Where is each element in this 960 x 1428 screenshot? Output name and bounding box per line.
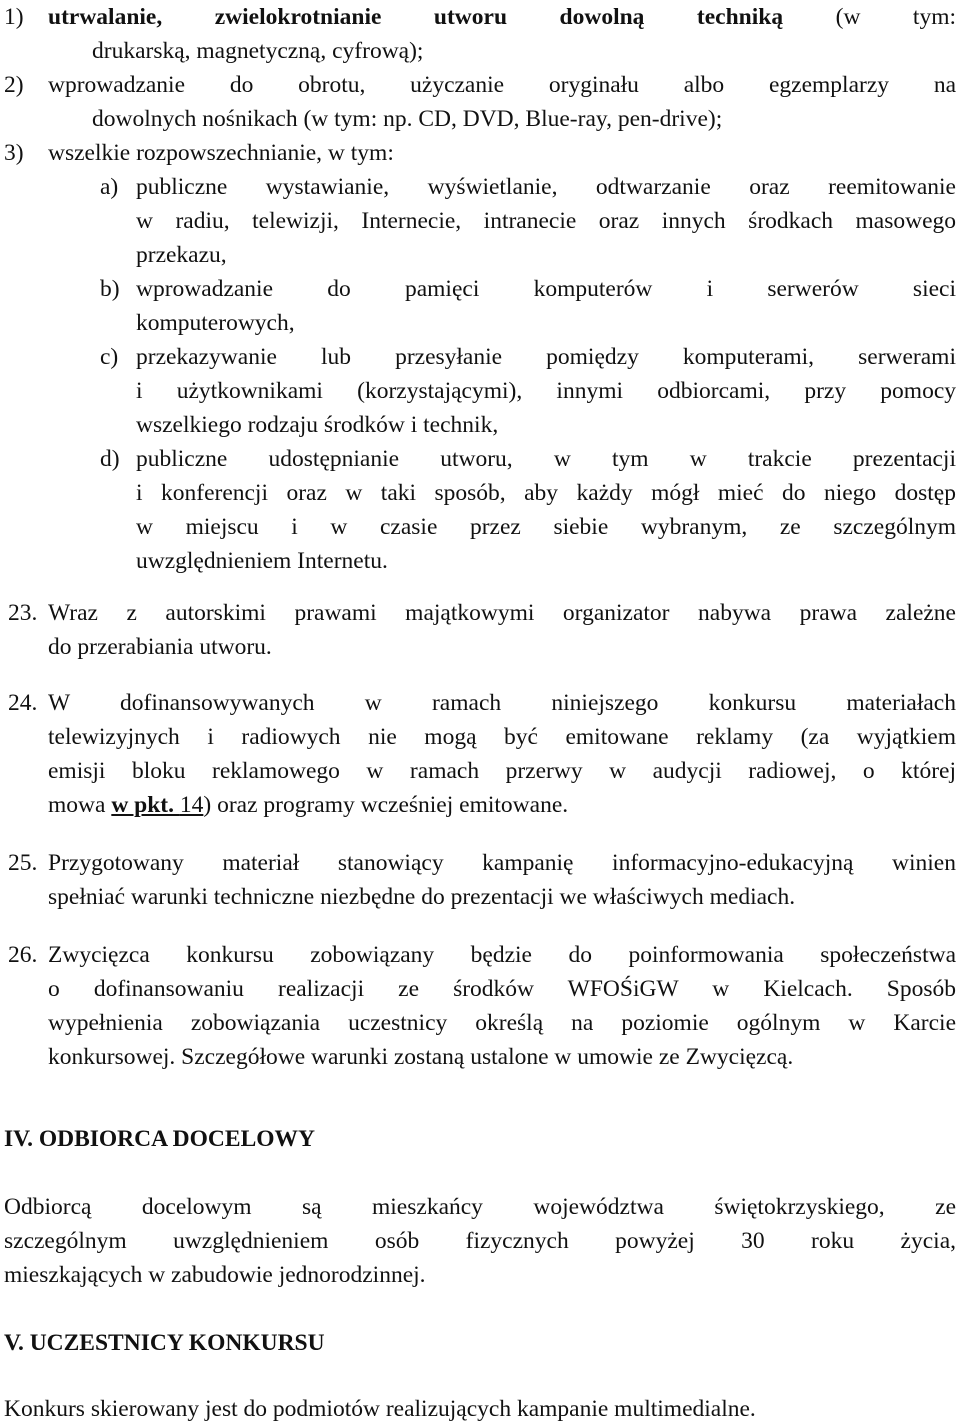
point-reference-bold[interactable]: w pkt. [111,792,174,818]
sub-item-label: c) [100,344,119,370]
item-text-line: przekazywanie lub przesyłanie pomiędzy komputerami, serwerami [136,344,956,370]
paragraph-line: wypełnienia zobowiązania uczestnicy określą na poziomie ogólnym w Karcie [48,1010,956,1036]
paragraph-line: Wraz z autorskimi prawami majątkowymi organizator nabywa prawa zależne [48,600,956,626]
section-text-line: szczególnym uwzględnieniem osób fizycznych powyżej 30 roku życia, [4,1228,956,1254]
paragraph-line: spełniać warunki techniczne niezbędne do prezentacji we właściwych mediach. [48,884,796,910]
paragraph-number: 24. [8,690,38,716]
paragraph-line: o dofinansowaniu realizacji ze środków WFOŚiGW w Kielcach. Sposób [48,976,956,1002]
sub-item-label: d) [100,446,120,472]
sub-item-label: b) [100,276,120,302]
item-number: 3) [4,140,24,166]
paragraph-line [48,788,568,822]
paragraph-number: 26. [8,942,38,968]
item-text-line: publiczne wystawianie, wyświetlanie, odtwarzanie oraz reemitowanie [136,174,956,200]
section-heading: IV. ODBIORCA DOCELOWY [4,1126,315,1152]
item-text-line: uwzględnieniem Internetu. [136,548,388,574]
point-reference-link[interactable] [111,792,203,818]
item-text-line: wszelkie rozpowszechnianie, w tym: [48,140,394,166]
section-text-line: Konkurs skierowany jest do podmiotów realizujących kampanie multimedialne. [4,1396,756,1422]
paragraph-line: telewizyjnych i radiowych nie mogą być emitowane reklamy (za wyjątkiem [48,724,956,750]
item-text-line: drukarską, magnetyczną, cyfrową); [92,38,424,64]
paragraph-line: Zwycięzca konkursu zobowiązany będzie do poinformowania społeczeństwa [48,942,956,968]
item-text-line: dowolnych nośnikach (w tym: np. CD, DVD, Blue-ray, pen-drive); [92,106,723,132]
item-text-line: wszelkiego rodzaju środków i technik, [136,412,499,438]
paragraph-line: Przygotowany materiał stanowiący kampanię informacyjno-edukacyjną winien [48,850,956,876]
sub-item-label: a) [100,174,119,200]
item-number: 1) [4,4,24,30]
item-text: (w tym: [835,4,957,30]
item-text-line: i konferencji oraz w taki sposób, aby każdy mógł mieć do niego dostęp [136,480,956,506]
item-bold-text: utrwalanie, zwielokrotnianie utworu dowolną techniką [48,4,784,30]
item-text-line: przekazu, [136,242,227,268]
item-number: 2) [4,72,24,98]
paragraph-number: 23. [8,600,38,626]
section-heading: V. UCZESTNICY KONKURSU [4,1330,325,1356]
paragraph-text: ) oraz programy wcześniej emitowane. [203,792,569,818]
paragraph-number: 25. [8,850,38,876]
point-reference-number[interactable]: 14 [179,792,204,818]
paragraph-line: konkursowej. Szczegółowe warunki zostaną ustalone w umowie ze Zwycięzcą. [48,1044,794,1070]
item-text-line: komputerowych, [136,310,295,336]
paragraph-text: mowa [48,792,112,818]
item-text-line: wprowadzanie do pamięci komputerów i serwerów sieci [136,276,956,302]
section-text-line: mieszkających w zabudowie jednorodzinnej. [4,1262,426,1288]
item-text-line: i użytkownikami (korzystającymi), innymi odbiorcami, przy pomocy [136,378,956,404]
item-text-line: wprowadzanie do obrotu, użyczanie oryginału albo egzemplarzy na [48,72,956,98]
item-text-line: w radiu, telewizji, Internecie, intranecie oraz innych środkach masowego [136,208,956,234]
paragraph-line: do przerabiania utworu. [48,634,272,660]
item-text-line: w miejscu i w czasie przez siebie wybranym, ze szczególnym [136,514,956,540]
paragraph-line: emisji bloku reklamowego w ramach przerwy w audycji radiowej, o której [48,758,956,784]
item-text-line [48,0,956,34]
section-text-line: Odbiorcą docelowym są mieszkańcy województwa świętokrzyskiego, ze [4,1194,956,1220]
paragraph-line: W dofinansowywanych w ramach niniejszego konkursu materiałach [48,690,956,716]
item-text-line: publiczne udostępnianie utworu, w tym w trakcie prezentacji [136,446,956,472]
